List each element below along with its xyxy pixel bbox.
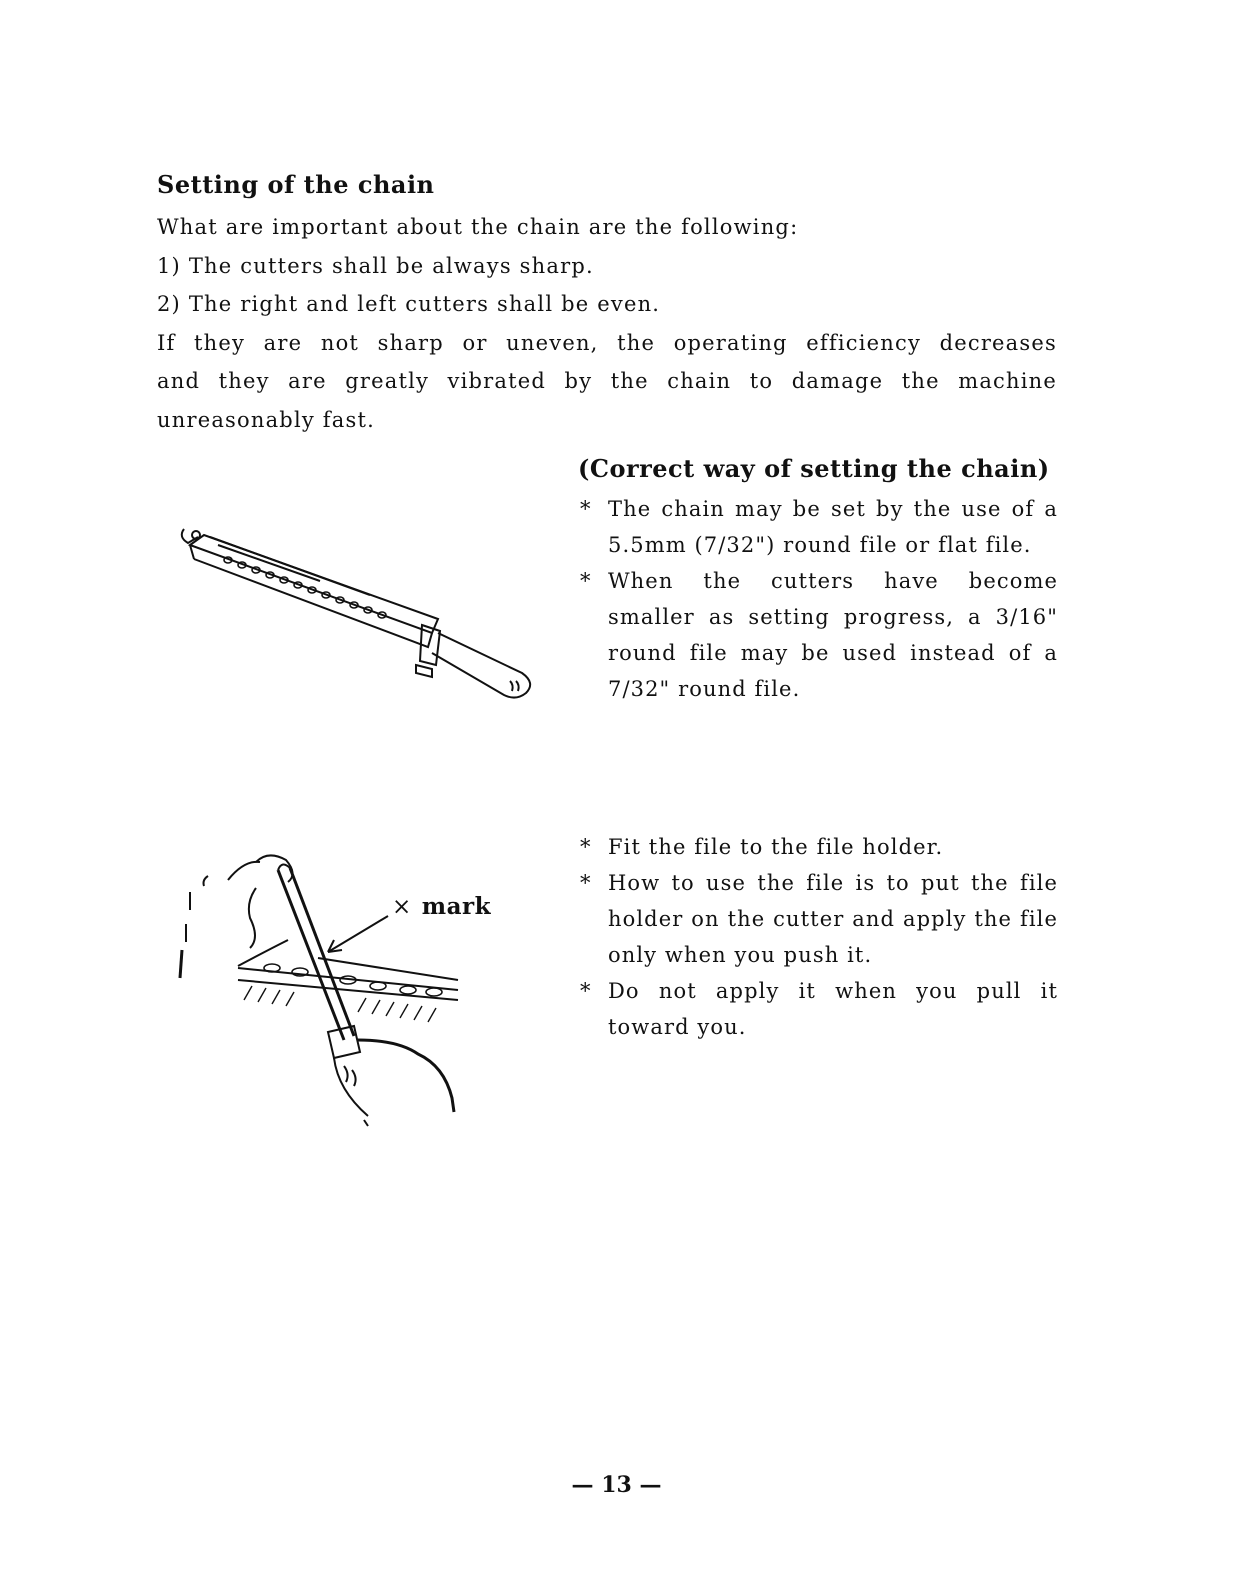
bullet-symbol: * <box>580 569 592 593</box>
bullet-text: The chain may be set by the use of a 5.5mm (7/32") round file or flat file. <box>608 497 1058 557</box>
bullet-symbol: * <box>580 979 592 1003</box>
page-number: — 13 — <box>571 1472 662 1498</box>
filing-technique-illustration <box>168 840 508 1140</box>
filing-instructions-list <box>580 829 1058 1045</box>
correct-way-heading: (Correct way of setting the chain) <box>578 454 1050 483</box>
intro-line: If they are not sharp or uneven, the operating efficiency decreases <box>157 330 1057 355</box>
intro-paragraph <box>157 208 1057 439</box>
intro-line: unreasonably fast. <box>157 407 375 432</box>
bullet-text: When the cutters have become smaller as setting progress, a 3/16" round file may be used instead of a 7/32" round file. <box>608 569 1058 701</box>
intro-line: 2) The right and left cutters shall be even. <box>157 292 661 316</box>
bullet-symbol: * <box>580 497 592 521</box>
bullet-text: How to use the file is to put the file holder on the cutter and apply the file only when you push it. <box>608 871 1058 967</box>
list-item <box>580 491 1058 563</box>
x-mark-text: mark <box>421 893 492 920</box>
list-item <box>580 563 1058 707</box>
bullet-text: Do not apply it when you pull it toward you. <box>608 979 1058 1039</box>
list-item <box>580 865 1058 973</box>
x-mark-symbol: × <box>392 894 412 920</box>
correct-way-list <box>580 491 1058 707</box>
bullet-symbol: * <box>580 835 592 859</box>
intro-line: 1) The cutters shall be always sharp. <box>157 253 594 278</box>
file-holder-illustration <box>170 515 550 705</box>
intro-line: and they are greatly vibrated by the chain to damage the machine <box>157 369 1057 393</box>
list-item <box>580 973 1058 1045</box>
intro-line: What are important about the chain are the following: <box>157 215 799 239</box>
bullet-symbol: * <box>580 871 592 895</box>
section-heading: Setting of the chain <box>157 170 435 199</box>
bullet-text: Fit the file to the file holder. <box>608 835 944 859</box>
list-item <box>580 829 1058 865</box>
x-mark-label <box>392 893 491 920</box>
